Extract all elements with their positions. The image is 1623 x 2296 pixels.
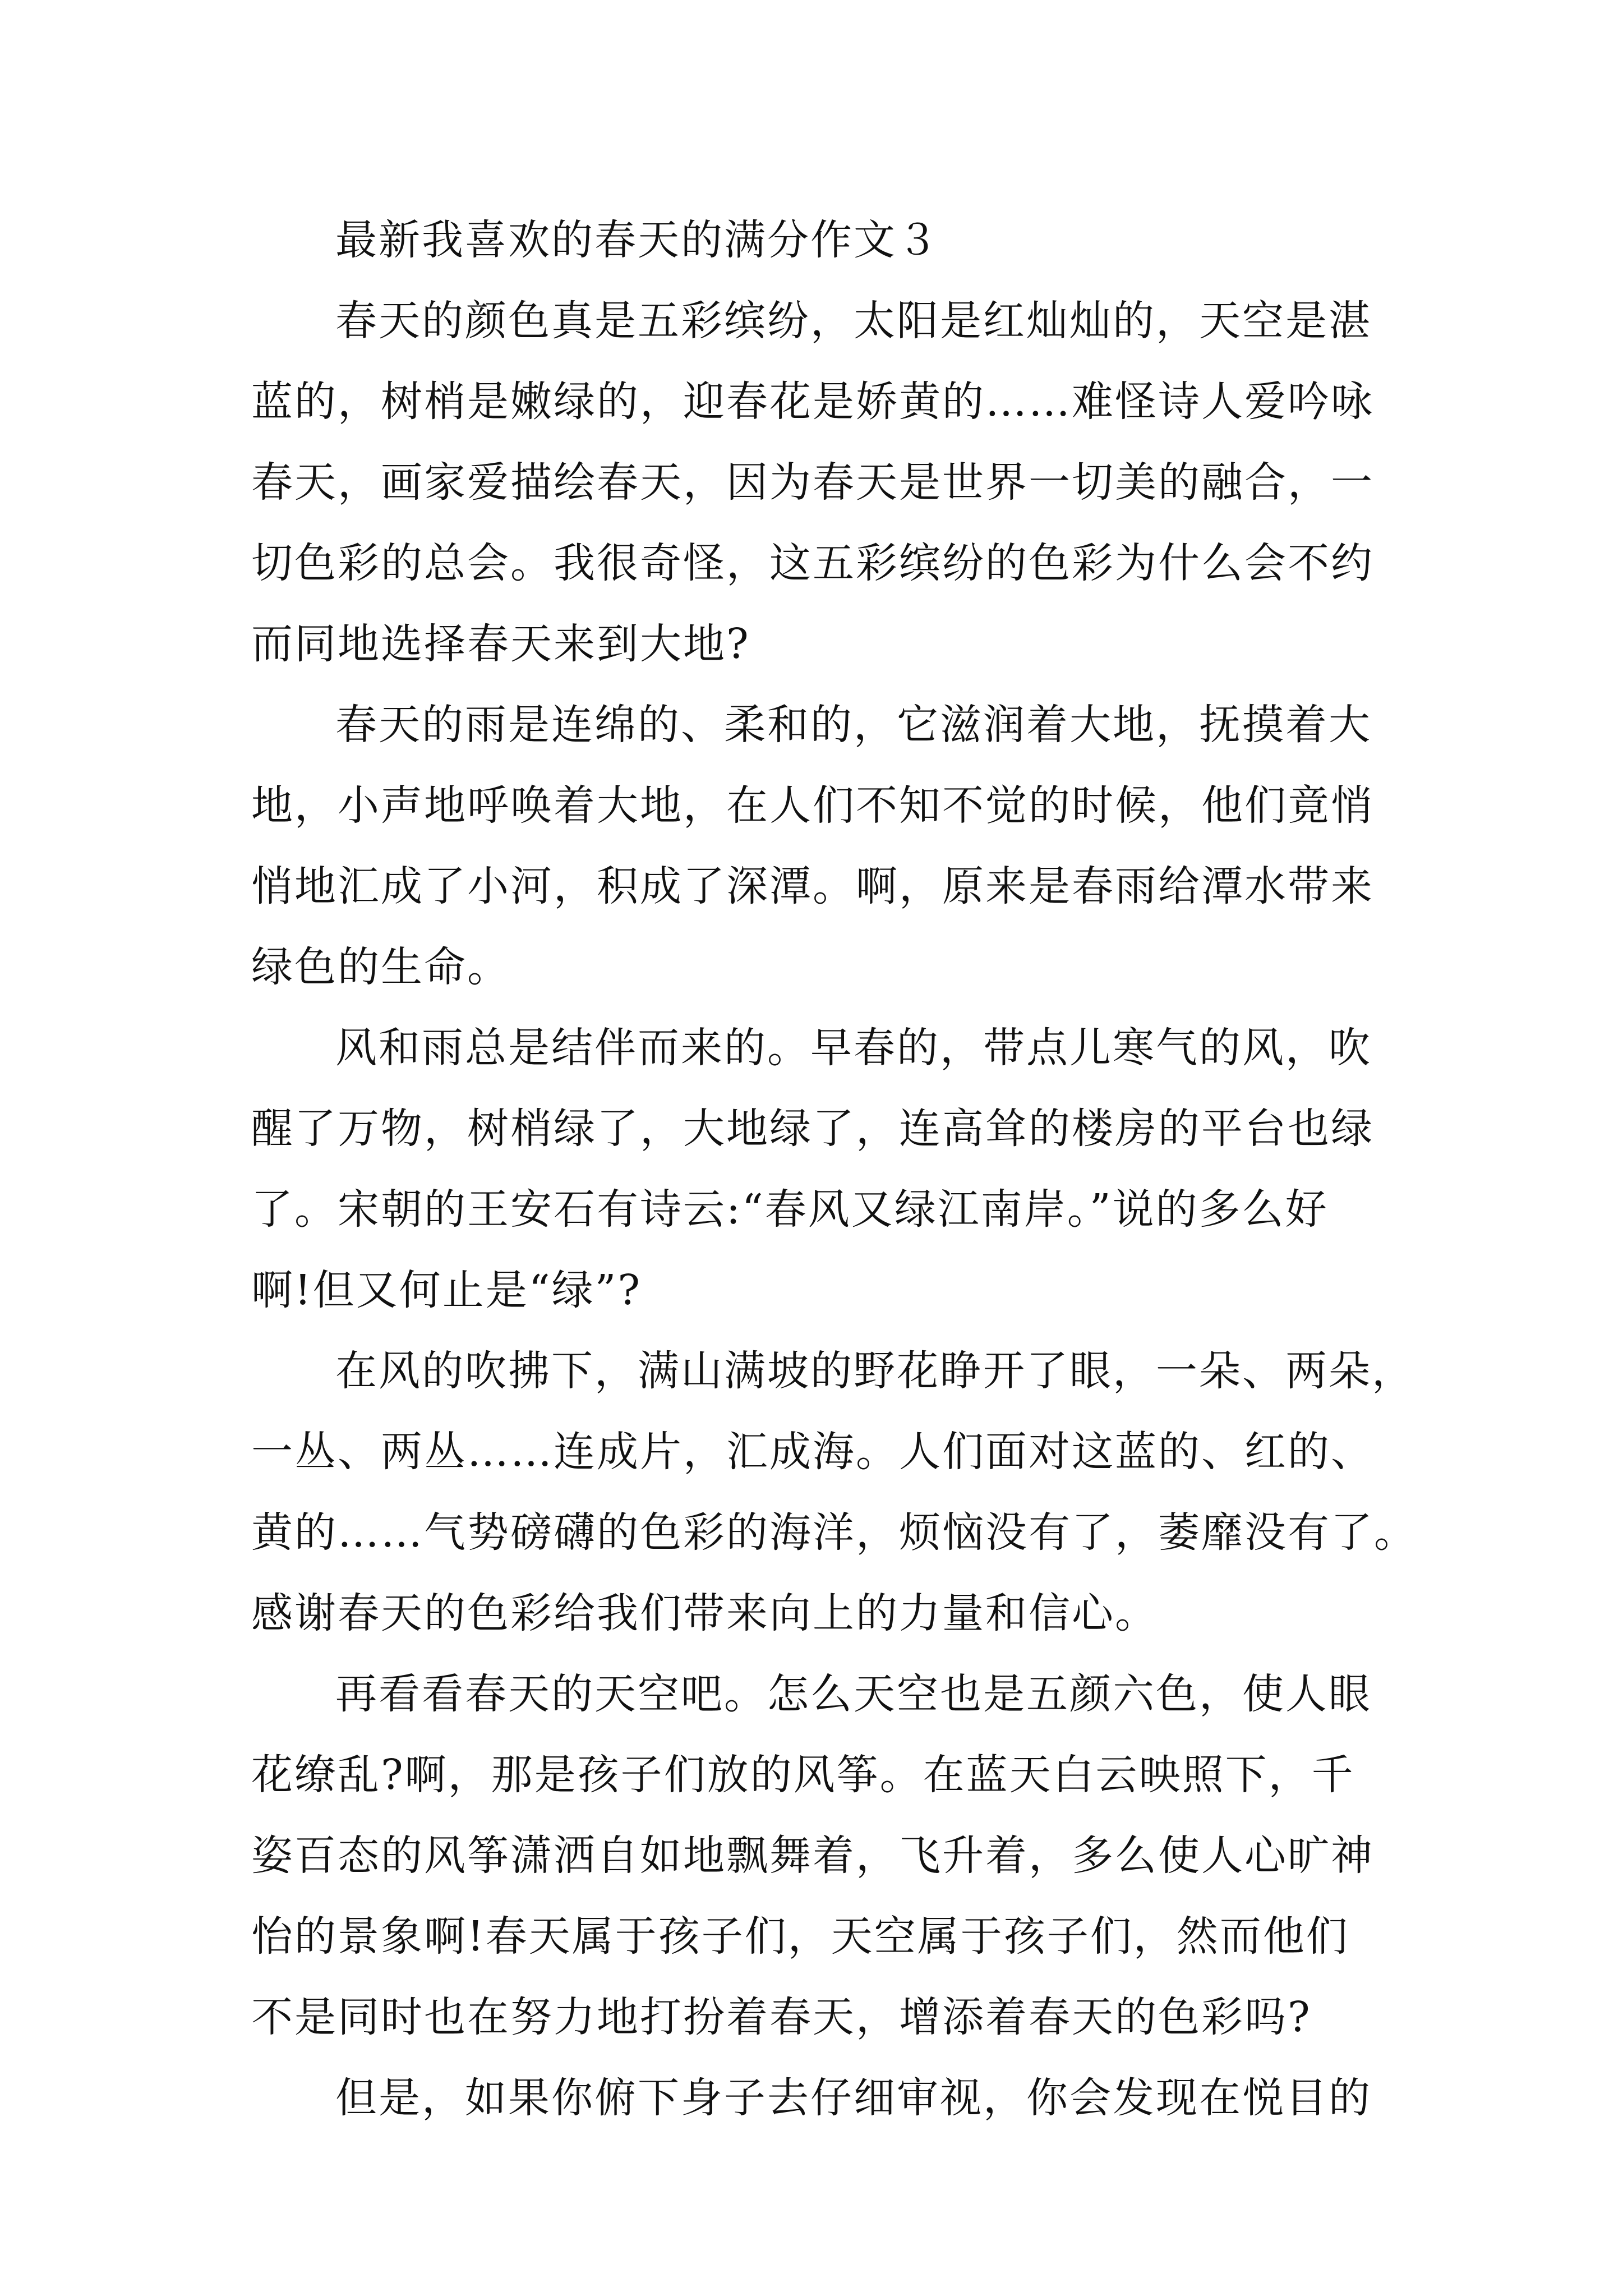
paragraph-5-line-2: 花缭乱?啊，那是孩子们放的风筝。在蓝天白云映照下，千 <box>251 1751 1355 1799</box>
paragraph-1-line-5: 而同地选择春天来到大地? <box>251 620 750 668</box>
document-title: 最新我喜欢的春天的满分作文３ <box>335 216 940 264</box>
paragraph-1-line-3: 春天，画家爱描绘春天，因为春天是世界一切美的融合，一 <box>251 458 1374 507</box>
paragraph-2-line-2: 地，小声地呼唤着大地，在人们不知不觉的时候，他们竟悄 <box>251 781 1374 830</box>
paragraph-3-line-2: 醒了万物，树梢绿了，大地绿了，连高耸的楼房的平台也绿 <box>251 1105 1374 1153</box>
paragraph-1-line-2: 蓝的，树梢是嫩绿的，迎春花是娇黄的……难怪诗人爱吟咏 <box>251 378 1374 426</box>
paragraph-5-line-5: 不是同时也在努力地打扮着春天，增添着春天的色彩吗? <box>251 1993 1312 2041</box>
paragraph-4-line-2: 一丛、两丛……连成片，汇成海。人们面对这蓝的、红的、 <box>251 1428 1374 1476</box>
paragraph-5-line-4: 怡的景象啊!春天属于孩子们，天空属于孩子们，然而他们 <box>251 1912 1349 1961</box>
paragraph-2-line-3: 悄地汇成了小河，积成了深潭。啊，原来是春雨给潭水带来 <box>251 862 1374 910</box>
paragraph-4-line-3: 黄的……气势磅礴的色彩的海洋，烦恼没有了，萎靡没有了。 <box>251 1508 1417 1557</box>
paragraph-5-line-3: 姿百态的风筝潇洒自如地飘舞着，飞升着，多么使人心旷神 <box>251 1832 1374 1880</box>
paragraph-3-line-4: 啊!但又何止是“绿”? <box>251 1266 642 1314</box>
paragraph-1-line-1: 春天的颜色真是五彩缤纷，太阳是红灿灿的，天空是湛 <box>335 297 1372 345</box>
paragraph-3-line-1: 风和雨总是结伴而来的。早春的，带点儿寒气的风，吹 <box>335 1024 1372 1072</box>
paragraph-6-line-1: 但是，如果你俯下身子去仔细审视，你会发现在悦目的 <box>335 2074 1372 2122</box>
paragraph-4-line-4: 感谢春天的色彩给我们带来向上的力量和信心。 <box>251 1589 1158 1637</box>
paragraph-1-line-4: 切色彩的总会。我很奇怪，这五彩缤纷的色彩为什么会不约 <box>251 539 1374 587</box>
paragraph-3-line-3: 了。宋朝的王安石有诗云:“春风又绿江南岸。”说的多么好 <box>251 1185 1329 1234</box>
paragraph-5-line-1: 再看看春天的天空吧。怎么天空也是五颜六色，使人眼 <box>335 1670 1372 1718</box>
paragraph-2-line-1: 春天的雨是连绵的、柔和的，它滋润着大地，抚摸着大 <box>335 701 1372 749</box>
paragraph-4-line-1: 在风的吹拂下，满山满坡的野花睁开了眼，一朵、两朵， <box>335 1347 1415 1395</box>
paragraph-2-line-4: 绿色的生命。 <box>251 943 510 991</box>
